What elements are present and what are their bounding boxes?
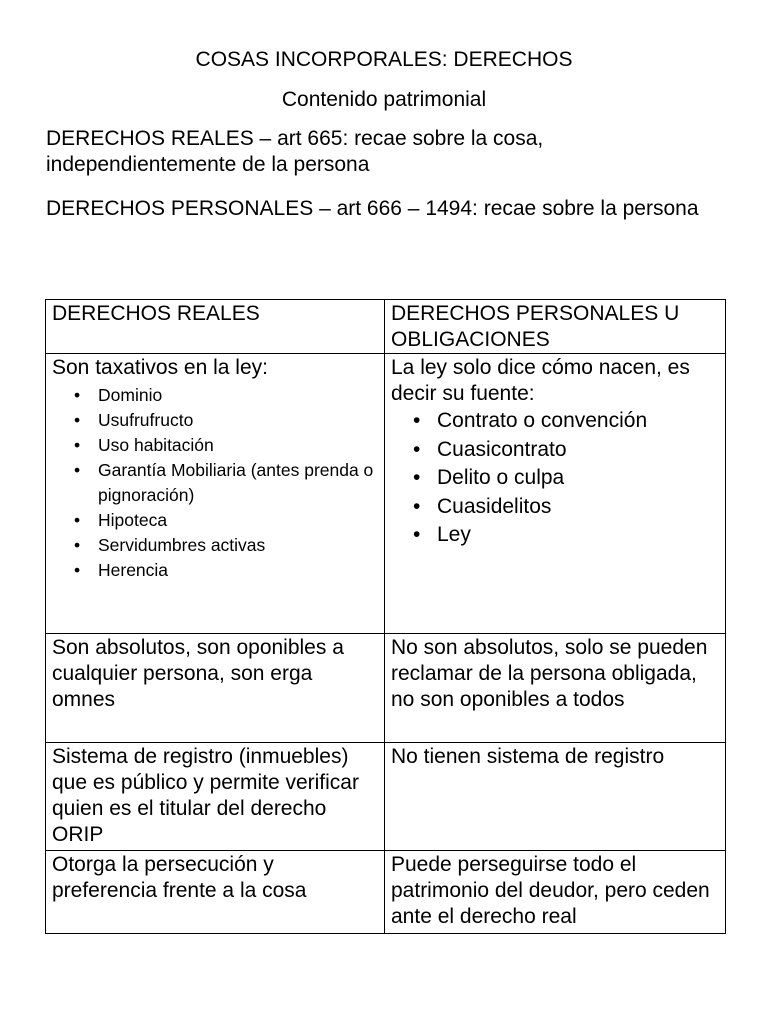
cell-text: Otorga la persecución y preferencia frente a la cosa	[52, 853, 307, 902]
bullet-icon: •	[74, 510, 81, 530]
table-row	[46, 851, 726, 934]
list-item: • Servidumbres activas	[98, 533, 380, 558]
personales-list	[391, 407, 721, 550]
header-label-reales: DERECHOS REALES	[52, 302, 260, 325]
bullet-icon: •	[413, 494, 421, 518]
table-header-row	[46, 300, 726, 354]
bullet-icon: •	[74, 560, 81, 580]
bullet-icon: •	[74, 435, 81, 455]
bullet-icon: •	[413, 523, 421, 546]
table-cell-personales	[385, 743, 726, 851]
header-label-personales: DERECHOS PERSONALES U OBLIGACIONES	[391, 302, 680, 351]
list-item: • Cuasidelitos	[437, 493, 721, 522]
table-cell-personales	[385, 634, 726, 743]
list-item: • Cuasicontrato	[437, 436, 721, 465]
list-item: • Delito o culpa	[437, 464, 721, 493]
cell-text: No tienen sistema de registro	[391, 745, 665, 768]
document-title: COSAS INCORPORALES: DERECHOS	[195, 48, 573, 71]
comparison-table	[45, 299, 726, 934]
cell-text: No son absolutos, solo se pueden reclamar de la persona obligada, no son oponibles a todos	[391, 636, 708, 711]
paragraph-derechos-personales: DERECHOS PERSONALES – art 666 – 1494: recae sobre la persona	[46, 197, 699, 220]
bullet-icon: •	[74, 460, 81, 480]
cell-reales-list	[46, 354, 385, 634]
list-item: • Usufrufructo	[98, 408, 380, 433]
paragraph-derechos-reales: DERECHOS REALES – art 665: recae sobre la cosa, independientemente de la persona	[46, 127, 544, 176]
cell-personales-list	[385, 354, 726, 634]
reales-list	[52, 383, 380, 583]
table-cell-reales	[46, 743, 385, 851]
document-subtitle: Contenido patrimonial	[281, 88, 487, 111]
cell-text: Sistema de registro (inmuebles) que es público y permite verificar quien es el titular del derecho ORIP	[52, 745, 359, 846]
table-cell-reales	[46, 851, 385, 934]
list-item: • Contrato o convención	[437, 407, 721, 436]
table-cell-personales	[385, 851, 726, 934]
list-item: • Uso habitación	[98, 433, 380, 458]
list-item: • Dominio	[98, 383, 380, 408]
bullet-icon: •	[74, 410, 81, 430]
bullet-icon: •	[74, 535, 81, 555]
table-cell-reales	[46, 634, 385, 743]
table-row	[46, 634, 726, 743]
bullet-icon: •	[413, 409, 421, 432]
list-item: • Hipoteca	[98, 508, 380, 533]
reales-intro: Son taxativos en la ley:	[52, 356, 268, 379]
list-item: • Garantía Mobiliaria (antes prenda o pignoración)	[74, 460, 374, 505]
header-cell-reales	[46, 300, 385, 354]
bullet-icon: •	[413, 466, 421, 489]
header-cell-personales	[385, 300, 726, 354]
bullet-icon: •	[74, 385, 81, 405]
personales-intro: La ley solo dice cómo nacen, es decir su fuente:	[391, 356, 690, 405]
list-item: • Herencia	[98, 558, 380, 583]
cell-text: Puede perseguirse todo el patrimonio del deudor, pero ceden ante el derecho real	[391, 853, 710, 928]
list-item: • Ley	[437, 521, 721, 550]
cell-text: Son absolutos, son oponibles a cualquier persona, son erga omnes	[52, 636, 344, 711]
bullet-icon: •	[413, 437, 421, 461]
table-row-sources	[46, 354, 726, 634]
table-row	[46, 743, 726, 851]
